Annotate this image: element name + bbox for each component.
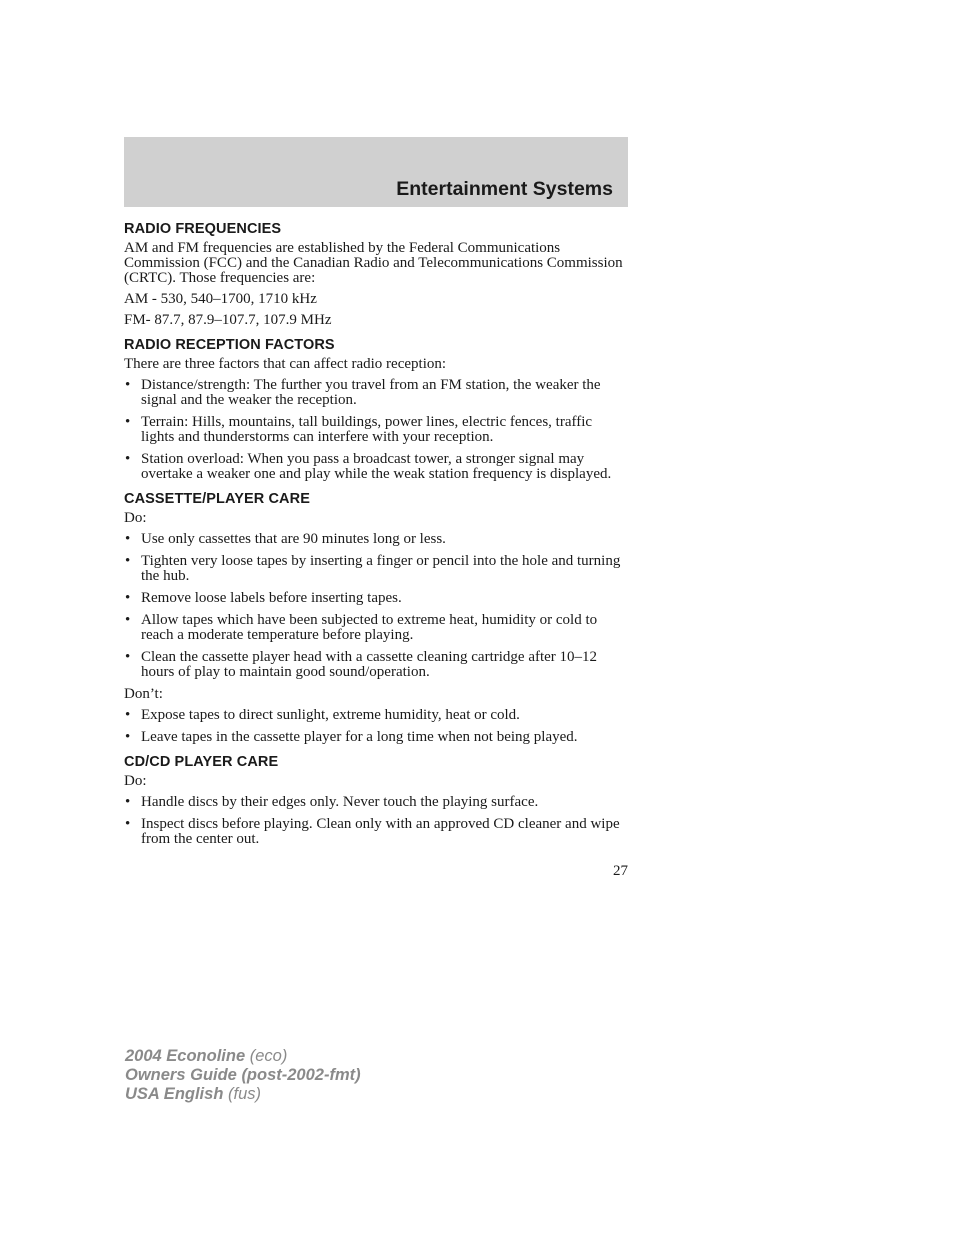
list-item-text: Remove loose labels before inserting tapes. (141, 590, 402, 606)
footer-model: 2004 Econoline (125, 1047, 246, 1065)
list-item (124, 795, 628, 810)
section-heading: RADIO FREQUENCIES (124, 221, 282, 237)
list-item-text: Inspect discs before playing. Clean only with an approved CD cleaner and wipe from the center out. (141, 816, 620, 847)
bullet-icon: • (125, 729, 131, 745)
list-item (124, 730, 628, 745)
bullet-icon: • (125, 707, 131, 723)
section-cd-care (124, 754, 628, 847)
list-item-text: Tighten very loose tapes by inserting a finger or pencil into the hole and turning the hub. (141, 553, 621, 584)
bullet-icon: • (125, 377, 131, 393)
footer-language: USA English (125, 1085, 224, 1103)
chapter-header-band (124, 137, 628, 207)
manual-page (124, 137, 628, 880)
bullet-list (124, 708, 628, 745)
list-item-text: Leave tapes in the cassette player for a long time when not being played. (141, 729, 578, 745)
section-heading: RADIO RECEPTION FACTORS (124, 337, 335, 353)
bullet-list (124, 795, 628, 847)
section-cassette-care (124, 491, 628, 745)
paragraph: AM and FM frequencies are established by the Federal Communications Commission (FCC) and the Canadian Radio and Telecommunications Commission (CRTC). Those frequencies are: (124, 240, 623, 286)
page-number: 27 (613, 863, 628, 879)
footer-model-code: (eco) (249, 1047, 288, 1065)
paragraph: There are three factors that can affect radio reception: (124, 356, 447, 372)
bullet-icon: • (125, 531, 131, 547)
list-item-text: Station overload: When you pass a broadcast tower, a stronger signal may overtake a weaker one and play while the weak station frequency is displayed. (141, 451, 612, 482)
do-label: Do: (124, 773, 147, 789)
footer-line-2 (125, 1066, 361, 1085)
document-footer (125, 1047, 361, 1104)
dont-label: Don’t: (124, 686, 163, 702)
bullet-icon: • (125, 590, 131, 606)
list-item (124, 378, 628, 408)
section-radio-frequencies (124, 221, 628, 328)
bullet-icon: • (125, 612, 131, 628)
list-item-text: Expose tapes to direct sunlight, extreme humidity, heat or cold. (141, 707, 520, 723)
section-heading: CD/CD PLAYER CARE (124, 754, 279, 770)
bullet-icon: • (125, 794, 131, 810)
page-content (124, 207, 628, 880)
footer-guide: Owners Guide (post-2002-fmt) (125, 1066, 361, 1084)
list-item-text: Distance/strength: The further you travel from an FM station, the weaker the signal and the weaker the reception. (141, 377, 601, 408)
list-item-text: Allow tapes which have been subjected to extreme heat, humidity or cold to reach a moderate temperature before playing. (141, 612, 598, 643)
bullet-list (124, 378, 628, 482)
list-item-text: Terrain: Hills, mountains, tall buildings, power lines, electric fences, traffic lights and thunderstorms can interfere with your reception. (141, 414, 593, 445)
list-item (124, 532, 628, 547)
list-item (124, 613, 628, 643)
bullet-icon: • (125, 414, 131, 430)
list-item (124, 452, 628, 482)
list-item (124, 415, 628, 445)
bullet-icon: • (125, 649, 131, 665)
list-item (124, 650, 628, 680)
list-item (124, 708, 628, 723)
bullet-list (124, 532, 628, 680)
list-item (124, 591, 628, 606)
bullet-icon: • (125, 451, 131, 467)
bullet-icon: • (125, 553, 131, 569)
section-heading: CASSETTE/PLAYER CARE (124, 491, 310, 507)
bullet-icon: • (125, 816, 131, 832)
section-radio-reception (124, 337, 628, 482)
list-item (124, 817, 628, 847)
list-item-text: Handle discs by their edges only. Never touch the playing surface. (141, 794, 539, 810)
am-frequencies: AM - 530, 540–1700, 1710 kHz (124, 291, 317, 307)
footer-line-3 (125, 1085, 361, 1104)
footer-language-code: (fus) (228, 1085, 261, 1103)
fm-frequencies: FM- 87.7, 87.9–107.7, 107.9 MHz (124, 312, 332, 328)
list-item-text: Clean the cassette player head with a cassette cleaning cartridge after 10–12 hours of play to maintain good sound/operation. (141, 649, 598, 680)
footer-line-1 (125, 1047, 361, 1066)
do-label: Do: (124, 510, 147, 526)
chapter-title: Entertainment Systems (396, 178, 613, 200)
list-item (124, 554, 628, 584)
list-item-text: Use only cassettes that are 90 minutes long or less. (141, 531, 446, 547)
